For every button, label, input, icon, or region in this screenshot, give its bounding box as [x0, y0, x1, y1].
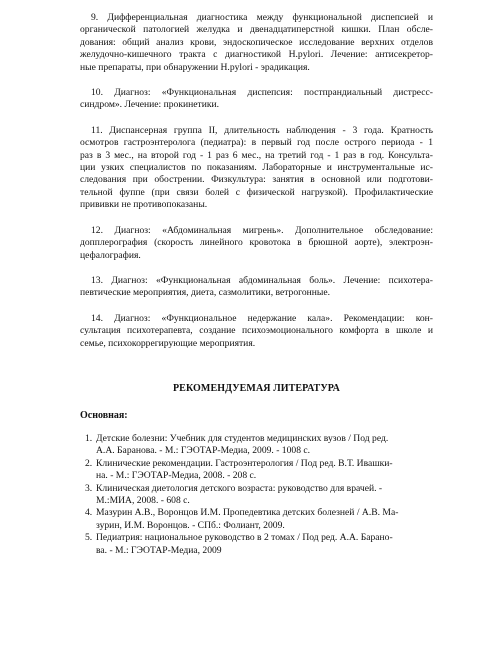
paragraph-line: органической патологией желудка и двенадцатиперстной кишки. План обсле- — [80, 24, 433, 36]
paragraph-line: 10. Диагноз: «Функциональная диспепсия: постпрандиальный дистресс- — [91, 87, 433, 99]
paragraph-line: 11. Диспансерная группа II, длительность наблюдения - 3 года. Кратность — [91, 124, 433, 136]
literature-item — [80, 483, 433, 508]
literature-item-number: 2. — [85, 457, 93, 469]
literature-item-line: Детские болезни: Учебник для студентов медицинских вузов / Под ред. — [96, 432, 389, 444]
paragraph-line: тельной фуппе (при связи болей с физической нагрузкой). Профилактические — [80, 186, 433, 198]
paragraph-line: певтические мероприятия, диета, сазмолитики, ветрогонные. — [80, 287, 330, 299]
paragraph-line: раз в 3 мес., на второй год - 1 раз 6 мес., на третий год - 1 раз в год. Консульта- — [80, 149, 433, 161]
paragraph-line: цефалография. — [80, 249, 141, 261]
answers-section — [80, 12, 433, 350]
paragraph-line: желудочно-кишечного тракта с диагностикой H.pylori. Лечение: антисекретор- — [80, 49, 433, 61]
literature-item-line: на. - М.: ГЭОТАР-Медиа, 2008. - 208 с. — [96, 470, 257, 482]
literature-item — [80, 507, 433, 532]
paragraph — [80, 225, 433, 262]
literature-item-number: 4. — [85, 507, 93, 519]
literature-item-number: 3. — [85, 482, 93, 494]
literature-item — [80, 433, 433, 458]
paragraph-line: 9. Дифференциальная диагностика между функциональной диспепсией и — [91, 12, 433, 23]
paragraph — [80, 125, 433, 212]
literature-item — [80, 458, 433, 483]
paragraph-line: 12. Диагноз: «Абдоминальная мигрень». Дополнительное обследование: — [91, 224, 433, 236]
literature-item-line: Мазурин А.В., Воронцов И.М. Пропедевтика детских болезней / А.В. Ма- — [96, 507, 399, 519]
paragraph-line: ции узких специалистов по показаниям. Лабораторные и инструментальные ис- — [80, 162, 433, 174]
paragraph-line: ные препараты, при обнаружении H.pylori - эрадикация. — [80, 61, 310, 73]
paragraph-line: синдром». Лечение: прокинетики. — [80, 99, 220, 111]
paragraph-line: 13. Диагноз: «Функциональная абдоминальная боль». Лечение: психотера- — [91, 274, 433, 286]
paragraph-line: дования: общий анализ крови, эндоскопическое исследование верхних отделов — [80, 36, 433, 48]
literature-item-number: 1. — [85, 432, 93, 444]
literature-item-number: 5. — [85, 532, 93, 544]
literature-item-line: А.А. Баранова. - М.: ГЭОТАР-Медиа, 2009. - 1008 с. — [96, 445, 311, 457]
paragraph-line: следования при обострении. Физкультура: занятия в основной или подготови- — [80, 174, 433, 186]
literature-item-line: ва. - М.: ГЭОТАР-Медиа, 2009 — [96, 544, 222, 556]
paragraph — [80, 313, 433, 350]
literature-list — [80, 433, 433, 557]
literature-item-line: М.:МИА, 2008. - 608 с. — [96, 494, 190, 506]
paragraph-line: допплерография (скорость линейного кровотока в брюшной аорте), электроэн- — [80, 237, 433, 249]
paragraph — [80, 87, 433, 112]
paragraph-line: осмотров гастроэнтеролога (педиатра): в первый год после острого периода - 1 — [80, 137, 433, 149]
paragraph-line: сультация психотерапевта, создание психоэмоционального комфорта в школе и — [80, 325, 433, 337]
literature-item-line: Клинические рекомендации. Гастроэнтерология / Под ред. В.Т. Ивашки- — [96, 457, 393, 469]
literature-heading: РЕКОМЕНДУЕМАЯ ЛИТЕРАТУРА — [172, 382, 341, 394]
paragraph-line: прививки не противопоказаны. — [80, 199, 208, 211]
paragraph-line: 14. Диагноз: «Функциональное недержание кала». Рекомендации: кон- — [91, 312, 433, 324]
paragraph — [80, 275, 433, 300]
literature-subheading: Основная: — [80, 409, 128, 421]
paragraph — [80, 12, 433, 74]
paragraph-line: семье, психокоррегирующие мероприятия. — [80, 337, 256, 349]
literature-item-line: Клиническая диетология детского возраста: руководство для врачей. - — [96, 482, 383, 494]
literature-item-line: зурин, И.М. Воронцов. - СПб.: Фолиант, 2009. — [96, 519, 285, 531]
literature-item — [80, 532, 433, 557]
literature-item-line: Педиатрия: национальное руководство в 2 томах / Под ред. А.А. Барано- — [96, 532, 393, 544]
